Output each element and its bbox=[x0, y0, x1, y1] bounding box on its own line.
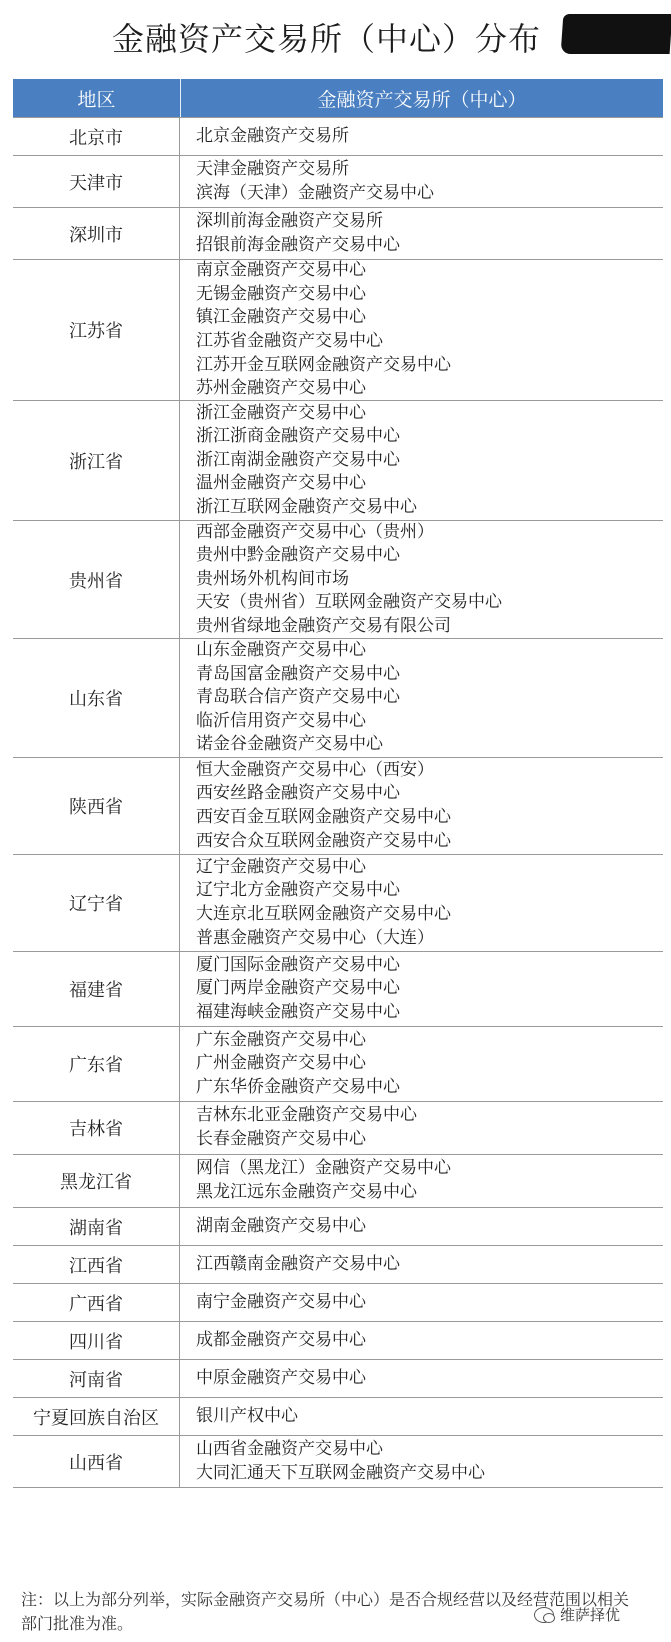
table-row bbox=[13, 757, 663, 854]
exchange-name: 江苏省金融资产交易中心 bbox=[196, 331, 383, 351]
redaction-block bbox=[561, 14, 671, 54]
exchange-list-cell bbox=[180, 758, 663, 854]
region-cell: 广西省 bbox=[13, 1284, 180, 1321]
exchange-name: 网信（黑龙江）金融资产交易中心 bbox=[196, 1158, 451, 1179]
exchange-name: 西部金融资产交易中心（贵州） bbox=[196, 521, 434, 542]
exchange-name: 无锡金融资产交易中心 bbox=[196, 283, 366, 304]
table-row bbox=[13, 1026, 663, 1101]
exchange-name: 西安百金互联网金融资产交易中心 bbox=[196, 807, 451, 827]
table-row bbox=[13, 155, 663, 207]
exchange-name: 贵州中黔金融资产交易中心 bbox=[196, 545, 400, 566]
exchange-list-cell bbox=[180, 208, 663, 259]
exchange-name: 长春金融资产交易中心 bbox=[196, 1129, 366, 1149]
exchange-list-cell bbox=[180, 156, 663, 207]
region-cell: 湖南省 bbox=[13, 1208, 180, 1245]
exchange-name: 西安丝路金融资产交易中心 bbox=[196, 783, 400, 804]
footnote: 注：以上为部分列举，实际金融资产交易所（中心）是否合规经营以及经营范围以相关部门批准为准。 bbox=[21, 1590, 630, 1633]
table-body bbox=[13, 117, 663, 1487]
region-cell: 山西省 bbox=[13, 1436, 180, 1487]
table-row bbox=[13, 1154, 663, 1207]
region-cell: 四川省 bbox=[13, 1322, 180, 1359]
table-row bbox=[13, 1207, 663, 1245]
exchange-name: 广东金融资产交易中心 bbox=[196, 1029, 366, 1050]
table-row bbox=[13, 1359, 663, 1397]
exchange-list-cell bbox=[180, 1322, 663, 1359]
exchange-name: 北京金融资产交易所 bbox=[196, 125, 349, 146]
exchange-name: 苏州金融资产交易中心 bbox=[196, 378, 366, 399]
exchange-list-cell bbox=[180, 1284, 663, 1321]
region-cell: 深圳市 bbox=[13, 208, 180, 259]
exchange-name: 辽宁北方金融资产交易中心 bbox=[196, 880, 400, 901]
exchange-name: 厦门国际金融资产交易中心 bbox=[196, 954, 400, 975]
exchange-list-cell bbox=[180, 521, 663, 638]
exchange-list-cell bbox=[180, 1436, 663, 1487]
region-cell: 吉林省 bbox=[13, 1102, 180, 1154]
region-cell: 宁夏回族自治区 bbox=[13, 1398, 180, 1435]
region-cell: 北京市 bbox=[13, 118, 180, 155]
table-row bbox=[13, 1101, 663, 1154]
exchange-name: 山西省金融资产交易中心 bbox=[196, 1438, 383, 1459]
exchange-name: 天津金融资产交易所 bbox=[196, 158, 349, 179]
exchange-name: 贵州场外机构间市场 bbox=[196, 568, 349, 589]
table-row bbox=[13, 854, 663, 951]
exchange-name: 南京金融资产交易中心 bbox=[196, 260, 366, 281]
exchange-name: 大同汇通天下互联网金融资产交易中心 bbox=[196, 1462, 485, 1483]
region-cell: 陕西省 bbox=[13, 758, 180, 854]
table-row bbox=[13, 1283, 663, 1321]
exchange-name: 厦门两岸金融资产交易中心 bbox=[196, 978, 400, 999]
table-header bbox=[13, 79, 663, 117]
table-row bbox=[13, 951, 663, 1026]
region-cell: 山东省 bbox=[13, 639, 180, 757]
exchange-name: 天安（贵州省）互联网金融资产交易中心 bbox=[196, 592, 502, 613]
header-region: 地区 bbox=[13, 79, 181, 117]
exchange-name: 山东金融资产交易中心 bbox=[196, 640, 366, 661]
exchange-list-cell bbox=[180, 855, 663, 951]
exchange-list-cell bbox=[180, 1246, 663, 1283]
region-cell: 浙江省 bbox=[13, 401, 180, 520]
region-cell: 江西省 bbox=[13, 1246, 180, 1283]
exchange-list-cell bbox=[180, 401, 663, 520]
exchange-name: 成都金融资产交易中心 bbox=[196, 1329, 366, 1350]
wechat-icon bbox=[534, 1607, 554, 1623]
exchange-name: 浙江金融资产交易中心 bbox=[196, 402, 366, 423]
exchange-list-cell bbox=[180, 1027, 663, 1101]
exchange-name: 南宁金融资产交易中心 bbox=[196, 1291, 366, 1312]
exchange-name: 江西赣南金融资产交易中心 bbox=[196, 1253, 400, 1274]
table-row bbox=[13, 1397, 663, 1435]
exchange-list-cell bbox=[180, 1208, 663, 1245]
exchange-list-cell bbox=[180, 118, 663, 155]
exchange-list-cell bbox=[180, 1155, 663, 1207]
exchange-name: 镇江金融资产交易中心 bbox=[196, 307, 366, 328]
region-cell: 河南省 bbox=[13, 1360, 180, 1397]
region-cell: 黑龙江省 bbox=[13, 1155, 180, 1207]
exchange-name: 福建海峡金融资产交易中心 bbox=[196, 1001, 400, 1022]
region-cell: 广东省 bbox=[13, 1027, 180, 1101]
exchange-name: 广东华侨金融资产交易中心 bbox=[196, 1076, 400, 1097]
watermark-text: 维萨择优 bbox=[560, 1606, 621, 1624]
exchange-table bbox=[13, 79, 663, 1488]
exchange-name: 浙江浙商金融资产交易中心 bbox=[196, 426, 400, 447]
region-cell: 辽宁省 bbox=[13, 855, 180, 951]
exchange-list-cell bbox=[180, 639, 663, 757]
exchange-name: 湖南金融资产交易中心 bbox=[196, 1215, 366, 1236]
page-title: 金融资产交易所（中心）分布 bbox=[112, 20, 542, 58]
exchange-name: 银川产权中心 bbox=[196, 1405, 298, 1426]
exchange-name: 恒大金融资产交易中心（西安） bbox=[196, 759, 434, 780]
exchange-name: 临沂信用资产交易中心 bbox=[196, 710, 366, 731]
exchange-name: 广州金融资产交易中心 bbox=[196, 1053, 366, 1074]
region-cell: 贵州省 bbox=[13, 521, 180, 638]
exchange-list-cell bbox=[180, 1398, 663, 1435]
exchange-list-cell bbox=[180, 952, 663, 1026]
region-cell: 天津市 bbox=[13, 156, 180, 207]
exchange-name: 滨海（天津）金融资产交易中心 bbox=[196, 182, 434, 203]
table-row bbox=[13, 117, 663, 155]
exchange-name: 大连京北互联网金融资产交易中心 bbox=[196, 904, 451, 924]
exchange-name: 普惠金融资产交易中心（大连） bbox=[196, 927, 434, 948]
exchange-list-cell bbox=[180, 260, 663, 400]
table-row bbox=[13, 1245, 663, 1283]
exchange-name: 诺金谷金融资产交易中心 bbox=[196, 734, 383, 755]
exchange-name: 中原金融资产交易中心 bbox=[196, 1367, 366, 1388]
table-row bbox=[13, 400, 663, 520]
exchange-name: 黑龙江远东金融资产交易中心 bbox=[196, 1182, 417, 1202]
exchange-name: 江苏开金互联网金融资产交易中心 bbox=[196, 354, 451, 375]
title-area bbox=[0, 0, 671, 72]
table-row bbox=[13, 1435, 663, 1487]
table-row bbox=[13, 520, 663, 638]
region-cell: 福建省 bbox=[13, 952, 180, 1026]
header-exchange: 金融资产交易所（中心） bbox=[317, 88, 527, 111]
exchange-name: 青岛联合信产资产交易中心 bbox=[196, 687, 400, 708]
watermark bbox=[534, 1604, 620, 1625]
table-row bbox=[13, 638, 663, 757]
exchange-name: 招银前海金融资产交易中心 bbox=[196, 234, 400, 255]
exchange-name: 青岛国富金融资产交易中心 bbox=[196, 663, 400, 684]
exchange-name: 浙江南湖金融资产交易中心 bbox=[196, 449, 400, 470]
table-row bbox=[13, 259, 663, 400]
exchange-name: 浙江互联网金融资产交易中心 bbox=[196, 496, 417, 517]
table-row bbox=[13, 207, 663, 259]
exchange-list-cell bbox=[180, 1102, 663, 1154]
exchange-name: 温州金融资产交易中心 bbox=[196, 473, 366, 494]
exchange-name: 深圳前海金融资产交易所 bbox=[196, 210, 383, 231]
exchange-name: 贵州省绿地金融资产交易有限公司 bbox=[196, 615, 451, 636]
table-row bbox=[13, 1321, 663, 1359]
region-cell: 江苏省 bbox=[13, 260, 180, 400]
exchange-name: 辽宁金融资产交易中心 bbox=[196, 856, 366, 877]
exchange-list-cell bbox=[180, 1360, 663, 1397]
exchange-name: 西安合众互联网金融资产交易中心 bbox=[196, 830, 451, 851]
exchange-name: 吉林东北亚金融资产交易中心 bbox=[196, 1105, 417, 1126]
